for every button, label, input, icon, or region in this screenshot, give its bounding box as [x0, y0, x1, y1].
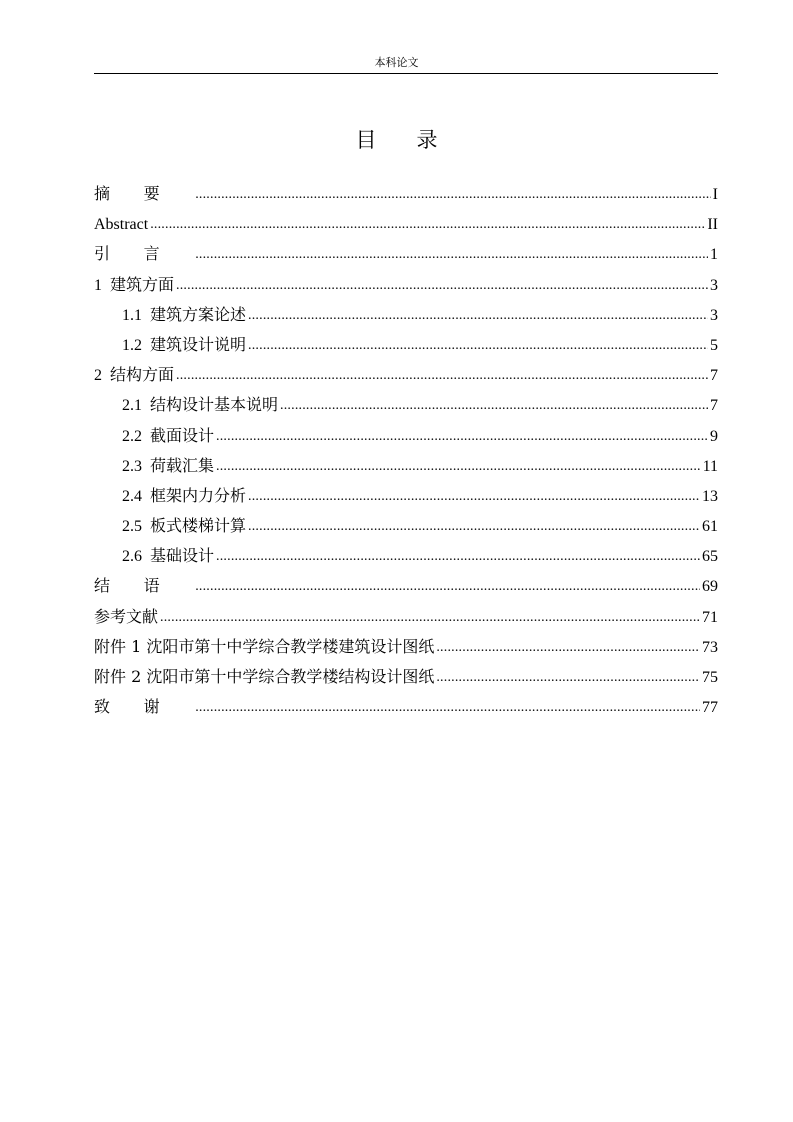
toc-entry-chapter-2[interactable] [94, 364, 718, 394]
toc-entry-section-2-5[interactable] [94, 515, 718, 545]
toc-entry-section-1-2[interactable] [94, 334, 718, 364]
toc-entry-label: 致谢 [94, 697, 194, 717]
toc-leader-dots [176, 273, 708, 297]
toc-leader-dots [216, 544, 700, 568]
toc-leader-dots [248, 303, 708, 327]
toc-entry-label: 建筑方面 [110, 274, 175, 294]
toc-entry-label: 结语 [94, 576, 194, 596]
toc-entry-label: 板式楼梯计算 [150, 516, 247, 536]
toc-entry-page: 3 [710, 306, 718, 324]
toc-entry-page: 9 [710, 427, 718, 445]
toc-entry-page: 3 [710, 276, 718, 294]
toc-entry-section-2-2[interactable] [94, 425, 718, 455]
toc-entry-number: 1 [94, 276, 102, 294]
toc-entry-appendix-2[interactable] [94, 666, 718, 696]
toc-entry-introduction[interactable] [94, 243, 718, 273]
toc-entry-label-wrap [122, 485, 246, 508]
toc-entry-conclusion[interactable] [94, 575, 718, 605]
toc-entry-label-wrap [122, 545, 214, 568]
toc-entry-number: 1.1 [122, 306, 142, 324]
toc-entry-page: 7 [710, 367, 718, 385]
toc-entry-number: 2.1 [122, 397, 142, 415]
toc-entry-section-2-1[interactable] [94, 394, 718, 424]
toc-entry-page: II [707, 216, 718, 234]
toc-entry-page: 61 [702, 518, 718, 536]
toc-entry-label: Abstract [94, 216, 149, 234]
toc-entry-page: 65 [702, 548, 718, 566]
toc-entry-label: 引言 [94, 244, 194, 264]
running-header: 本科论文 [374, 56, 419, 69]
toc-entry-section-2-6[interactable] [94, 545, 718, 575]
toc-entry-label-wrap [122, 455, 214, 478]
toc-entry-number: 2 [94, 367, 102, 385]
toc-entry-label-wrap [122, 394, 278, 417]
toc-entry-label: 附件 2 沈阳市第十中学综合教学楼结构设计图纸 [94, 667, 435, 686]
toc-entry-number: 2.6 [122, 548, 142, 566]
toc-entry-label: 框架内力分析 [150, 485, 247, 505]
toc-entry-page: 13 [702, 487, 718, 505]
toc-entry-appendix-1[interactable] [94, 636, 718, 666]
toc-entry-page: 77 [702, 699, 718, 717]
toc-entry-page: 11 [702, 457, 718, 475]
toc-entry-label-wrap [94, 364, 174, 387]
toc-leader-dots [160, 605, 700, 629]
toc-entry-page: 5 [710, 336, 718, 354]
toc-entry-label-wrap [122, 304, 246, 327]
toc-entry-label: 建筑方案论述 [150, 304, 247, 324]
toc-leader-dots [195, 574, 700, 598]
toc-entry-number: 2.2 [122, 427, 142, 445]
table-of-contents [94, 183, 718, 726]
toc-entry-label-wrap [122, 425, 214, 448]
toc-entry-page: 69 [702, 578, 718, 596]
toc-leader-dots [195, 242, 708, 266]
toc-entry-label: 结构方面 [110, 365, 175, 385]
toc-leader-dots [176, 363, 708, 387]
toc-entry-label: 基础设计 [150, 546, 215, 566]
toc-entry-references[interactable] [94, 606, 718, 636]
header-rule [94, 73, 718, 74]
toc-leader-dots [248, 514, 700, 538]
toc-entry-label: 附件 1 沈阳市第十中学综合教学楼建筑设计图纸 [94, 636, 435, 656]
toc-entry-label: 建筑设计说明 [150, 334, 247, 354]
toc-leader-dots [280, 393, 708, 417]
toc-entry-page: 73 [702, 638, 718, 656]
toc-entry-section-2-4[interactable] [94, 485, 718, 515]
toc-entry-acknowledgements[interactable] [94, 696, 718, 726]
toc-entry-label: 摘要 [94, 184, 194, 203]
toc-entry-label: 结构设计基本说明 [150, 395, 279, 415]
toc-leader-dots [248, 333, 708, 357]
toc-entry-number: 2.5 [122, 518, 142, 536]
toc-entry-label: 截面设计 [150, 425, 215, 445]
toc-entry-label-wrap [122, 515, 246, 538]
toc-entry-number: 2.4 [122, 487, 142, 505]
toc-leader-dots [195, 182, 710, 206]
toc-leader-dots [436, 665, 700, 689]
toc-entry-label: 参考文献 [94, 606, 159, 626]
toc-entry-abstract-cn[interactable] [94, 183, 718, 213]
toc-entry-section-1-1[interactable] [94, 304, 718, 334]
toc-leader-dots [195, 695, 700, 719]
toc-leader-dots [248, 484, 700, 508]
toc-title: 目录 [355, 128, 478, 152]
toc-leader-dots [216, 424, 708, 448]
toc-entry-number: 1.2 [122, 336, 142, 354]
toc-entry-chapter-1[interactable] [94, 274, 718, 304]
toc-entry-page: 1 [710, 246, 718, 264]
toc-entry-label-wrap [122, 334, 246, 357]
toc-entry-number: 2.3 [122, 457, 142, 475]
toc-entry-label-wrap [94, 274, 174, 297]
toc-leader-dots [150, 212, 705, 236]
toc-entry-section-2-3[interactable] [94, 455, 718, 485]
toc-leader-dots [216, 454, 701, 478]
toc-entry-page: 7 [710, 397, 718, 415]
toc-entry-page: 75 [702, 669, 718, 686]
toc-entry-label: 荷载汇集 [150, 455, 215, 475]
toc-entry-abstract-en[interactable] [94, 213, 718, 243]
toc-entry-page: 71 [702, 608, 718, 626]
toc-entry-page: I [712, 186, 718, 203]
toc-leader-dots [436, 635, 700, 659]
